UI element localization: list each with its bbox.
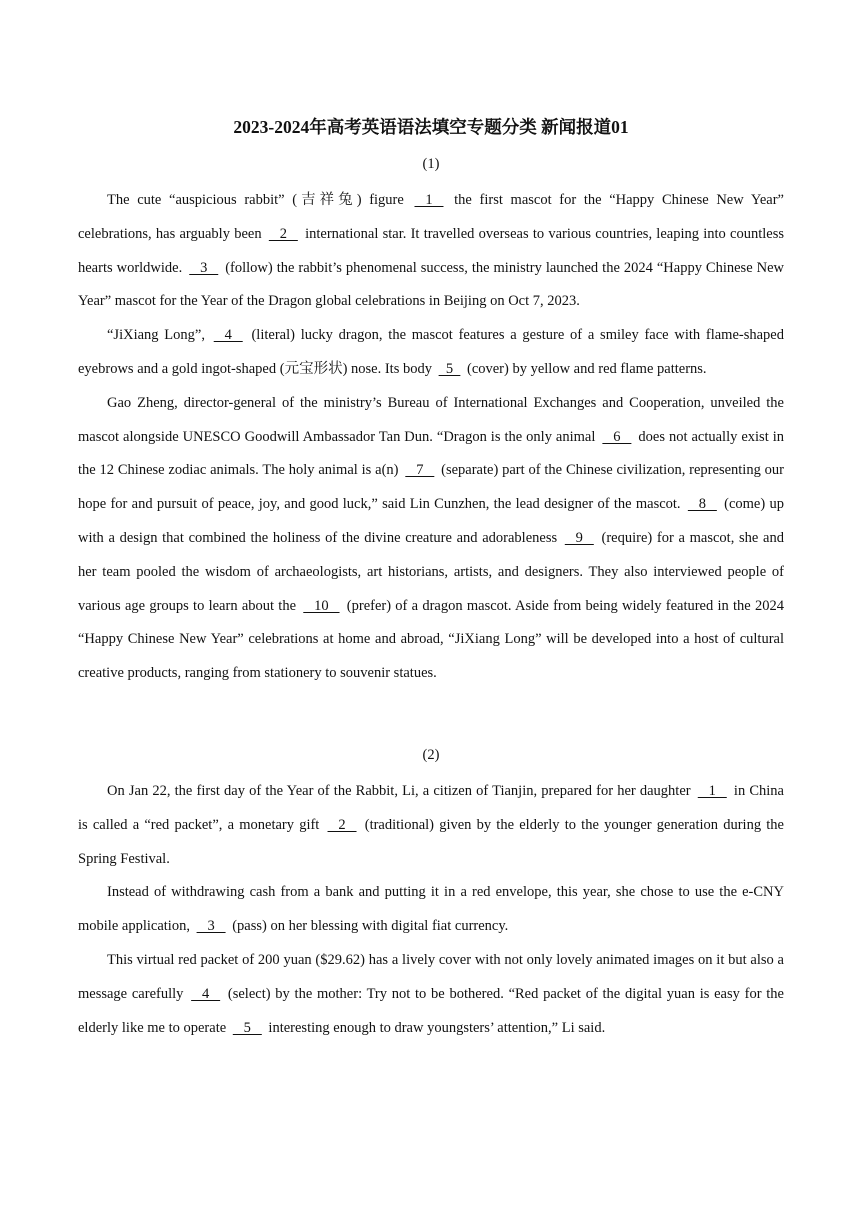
paragraph bbox=[78, 775, 784, 876]
section-2-body bbox=[78, 775, 784, 1045]
paragraph-text: “JiXiang Long”, bbox=[107, 327, 211, 344]
paragraph-text: (come) up with a design that combined the holiness of the divine creature and adorableness bbox=[78, 496, 784, 546]
paragraph-text: interesting enough to draw youngsters’ attention,” Li said. bbox=[264, 1019, 606, 1036]
answer-blank[interactable]: 5 bbox=[232, 1019, 262, 1036]
paragraph-text: On Jan 22, the first day of the Year of the Rabbit, Li, a citizen of Tianjin, prepared for her daughter bbox=[107, 782, 695, 799]
paragraph-text: (pass) on her blessing with digital fiat currency. bbox=[228, 918, 509, 935]
answer-blank[interactable]: 3 bbox=[196, 918, 226, 935]
answer-blank[interactable]: 7 bbox=[405, 462, 435, 479]
section-2-label: (2) bbox=[422, 746, 440, 763]
answer-blank[interactable]: 10 bbox=[303, 597, 340, 614]
paragraph bbox=[78, 876, 784, 944]
paragraph bbox=[78, 387, 784, 691]
paragraph bbox=[78, 319, 784, 387]
answer-blank[interactable]: 6 bbox=[602, 428, 632, 445]
answer-blank[interactable]: 1 bbox=[697, 782, 727, 799]
paragraph-text: Gao Zheng, director-general of the ministry’s Bureau of International Exchanges and Cooperation, unveiled the mascot alongside UNESCO Goodwill Ambassador Tan Dun. “Dragon is the only animal bbox=[78, 394, 784, 445]
paragraph-text: Instead of withdrawing cash from a bank and putting it in a red envelope, this year, she chose to use the e-CNY mobile application, bbox=[78, 884, 784, 935]
paragraph-text: (cover) by yellow and red flame patterns. bbox=[463, 360, 707, 377]
paragraph-text: the first mascot for the “Happy Chinese New Year” celebrations, has arguably been bbox=[78, 192, 784, 242]
section-1-body bbox=[78, 184, 784, 691]
paragraph-text: (traditional) given by the elderly to the younger generation during the Spring Festival. bbox=[78, 816, 784, 867]
paragraph-text: international star. It travelled overseas to various countries, leaping into countless hearts worldwide. bbox=[78, 225, 785, 276]
paragraph-text: (prefer) of a dragon mascot. Aside from being widely featured in the 2024 “Happy Chinese New Year” celebrations at home and abroad, “JiXiang Long” will be developed into a host of cultural creative products, ranging from stationery to souvenir statues. bbox=[78, 597, 785, 682]
paragraph bbox=[78, 944, 784, 1045]
answer-blank[interactable]: 1 bbox=[414, 192, 444, 208]
answer-blank[interactable]: 4 bbox=[213, 327, 243, 344]
paragraph-text: does not actually exist in the 12 Chinese zodiac animals. The holy animal is a(n) bbox=[78, 428, 784, 479]
paragraph-text: (literal) lucky dragon, the mascot features a gesture of a smiley face with flame-shaped eyebrows and a gold ingot-shaped (元宝形状) nose. Its body bbox=[78, 327, 784, 377]
paragraph-text: (require) for a mascot, she and her team pooled the wisdom of archaeologists, art historians, artists, and designers. They also interviewed people of various age groups to learn about the bbox=[78, 529, 784, 614]
answer-blank[interactable]: 9 bbox=[564, 529, 594, 546]
paragraph-text: (separate) part of the Chinese civilization, representing our hope for and pursuit of peace, joy, and good luck,” said Lin Cunzhen, the lead designer of the mascot. bbox=[78, 462, 784, 513]
section-1-label: (1) bbox=[422, 156, 440, 172]
answer-blank[interactable]: 4 bbox=[191, 985, 221, 1002]
paragraph-text: (follow) the rabbit’s phenomenal success, the ministry launched the 2024 “Happy Chinese New Year” mascot for the Year of the Dragon global celebrations in Beijing on Oct 7, 2023. bbox=[78, 259, 785, 310]
paragraph-text: in China is called a “red packet”, a monetary gift bbox=[78, 782, 784, 833]
paragraph-text: This virtual red packet of 200 yuan ($29.62) has a lively cover with not only lovely animated images on it but also a message carefully bbox=[78, 951, 784, 1002]
answer-blank[interactable]: 3 bbox=[189, 259, 219, 276]
answer-blank[interactable]: 8 bbox=[687, 496, 717, 513]
paragraph-text: The cute “auspicious rabbit” (吉祥兔) figure bbox=[107, 192, 412, 208]
answer-blank[interactable]: 5 bbox=[438, 360, 461, 377]
document-title: 2023-2024年高考英语语法填空专题分类 新闻报道01 bbox=[233, 117, 629, 137]
paragraph-text: (select) by the mother: Try not to be bothered. “Red packet of the digital yuan is easy for the elderly like me to operate bbox=[78, 985, 784, 1036]
answer-blank[interactable]: 2 bbox=[268, 225, 298, 242]
paragraph bbox=[78, 184, 784, 319]
answer-blank[interactable]: 2 bbox=[327, 816, 357, 833]
